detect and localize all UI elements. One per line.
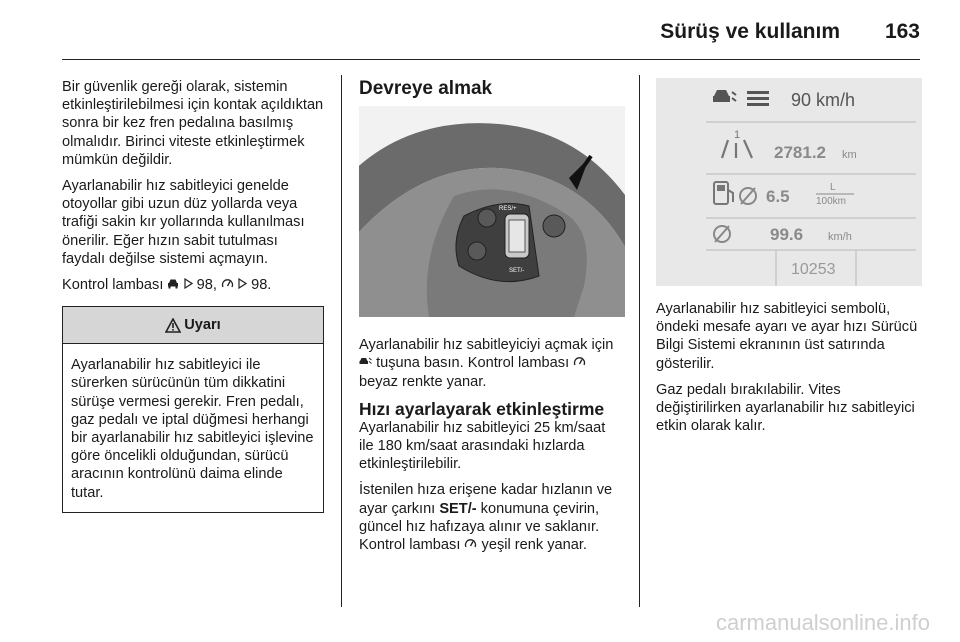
paragraph: Ayarlanabilir hız sabitleyici sembolü, öndeki mesafe ayarı ve ayar hızı Sürücü Bilgi Sistemi ekranının üst satırında gösterilir. bbox=[656, 301, 918, 372]
warning-header bbox=[63, 307, 323, 344]
warning-text: Ayarlanabilir hız sabitleyici ile sürerken sürücünün tüm dikkatini sürüşe vermesi gerekir. Fren pedalı, gaz pedalı ve iptal düğmesi herhangi bir ayarlanabilir hız sabitleyici işlevine göre öncelikli olduğundan, sürücü aracının kontrolünü daima elinde tutar. bbox=[71, 357, 314, 501]
set-button-reference: SET/- bbox=[439, 500, 477, 517]
trip-distance-unit: km bbox=[842, 149, 857, 161]
reference-arrow-icon bbox=[184, 278, 193, 289]
res-button-label: RES/+ bbox=[499, 206, 517, 212]
section-title: Sürüş ve kullanım bbox=[660, 20, 840, 43]
paragraph: Ayarlanabilir hız sabitleyici genelde otoyollar gibi uzun düz yollarda veya trafiği sakin kır yollarında kullanılması önerilir. Eğer hızın sabit tutulması faydalı değilse sistemi açmayın. bbox=[62, 178, 305, 267]
page-reference: 98, bbox=[196, 277, 217, 294]
left-column bbox=[62, 78, 324, 513]
middle-column bbox=[359, 78, 623, 562]
set-speed-paragraph bbox=[359, 481, 623, 554]
control-lamp-line bbox=[62, 276, 324, 294]
fuel-consumption-value: 6.5 bbox=[766, 187, 790, 206]
text-fragment: Ayarlanabilir hız sabitleyiciyi açmak için bbox=[359, 337, 614, 354]
trip-distance-value: 2781.2 bbox=[774, 143, 826, 162]
speedometer-icon bbox=[464, 538, 477, 549]
cruise-button-icon bbox=[359, 356, 372, 367]
warning-triangle-icon bbox=[165, 318, 181, 333]
text-fragment: yeşil renk yanar. bbox=[481, 537, 587, 554]
trip-number: 1 bbox=[734, 129, 741, 141]
warning-title: Uyarı bbox=[184, 317, 221, 334]
activate-paragraph bbox=[359, 336, 623, 391]
speedometer-icon bbox=[221, 278, 234, 289]
set-button-label: SET/- bbox=[509, 268, 525, 274]
total-odometer-value: 10253 bbox=[791, 261, 836, 278]
column-divider-1 bbox=[341, 75, 342, 607]
page-reference: 98. bbox=[251, 277, 272, 294]
average-speed-value: 99.6 bbox=[770, 225, 804, 244]
page-number: 163 bbox=[884, 20, 920, 43]
text-fragment: İstenilen hıza erişene kadar hızlanın ve ayar çarkını bbox=[359, 482, 613, 517]
average-speed-unit: km/h bbox=[828, 231, 852, 243]
text-fragment: konumuna çevirin, güncel hız hafızaya alınır ve saklanır. Kontrol lambası bbox=[359, 500, 600, 554]
fuel-unit-denominator: 100km bbox=[816, 196, 847, 207]
page-header bbox=[0, 0, 960, 60]
speedometer-icon bbox=[573, 356, 586, 367]
steering-wheel-illustration bbox=[359, 106, 625, 317]
set-speed-value: 90 km/h bbox=[791, 90, 856, 110]
paragraph: Bir güvenlik gereği olarak, sistemin etkinleştirilebilmesi için kontak açıldıktan sonra bir kez fren pedalına basılmış olmalıdır. Birinci viteste etkinleştirmek mümkün değildir. bbox=[62, 79, 324, 168]
right-column bbox=[656, 78, 922, 443]
text-fragment: beyaz renkte yanar. bbox=[359, 373, 487, 390]
fuel-unit-numerator: L bbox=[830, 182, 836, 193]
section-heading: Devreye almak bbox=[359, 78, 493, 99]
header-divider bbox=[62, 59, 920, 60]
reference-arrow-icon bbox=[238, 278, 247, 289]
column-divider-2 bbox=[639, 75, 640, 607]
cruise-car-icon bbox=[167, 278, 179, 289]
paragraph: Ayarlanabilir hız sabitleyici 25 km/saat ile 180 km/saat arasındaki hızlarda etkinleştirilebilir. bbox=[359, 419, 606, 473]
subsection-heading: Hızı ayarlayarak etkinleştirme bbox=[359, 398, 605, 419]
watermark: carmanualsonline.info bbox=[715, 610, 930, 635]
text-fragment: tuşuna basın. Kontrol lambası bbox=[376, 355, 570, 372]
warning-box bbox=[62, 306, 324, 513]
paragraph: Gaz pedalı bırakılabilir. Vites değiştirilirken ayarlanabilir hız sabitleyici etkin olarak kalır. bbox=[656, 381, 915, 435]
driver-information-display bbox=[656, 78, 922, 286]
control-lamp-label: Kontrol lambası bbox=[62, 277, 164, 294]
